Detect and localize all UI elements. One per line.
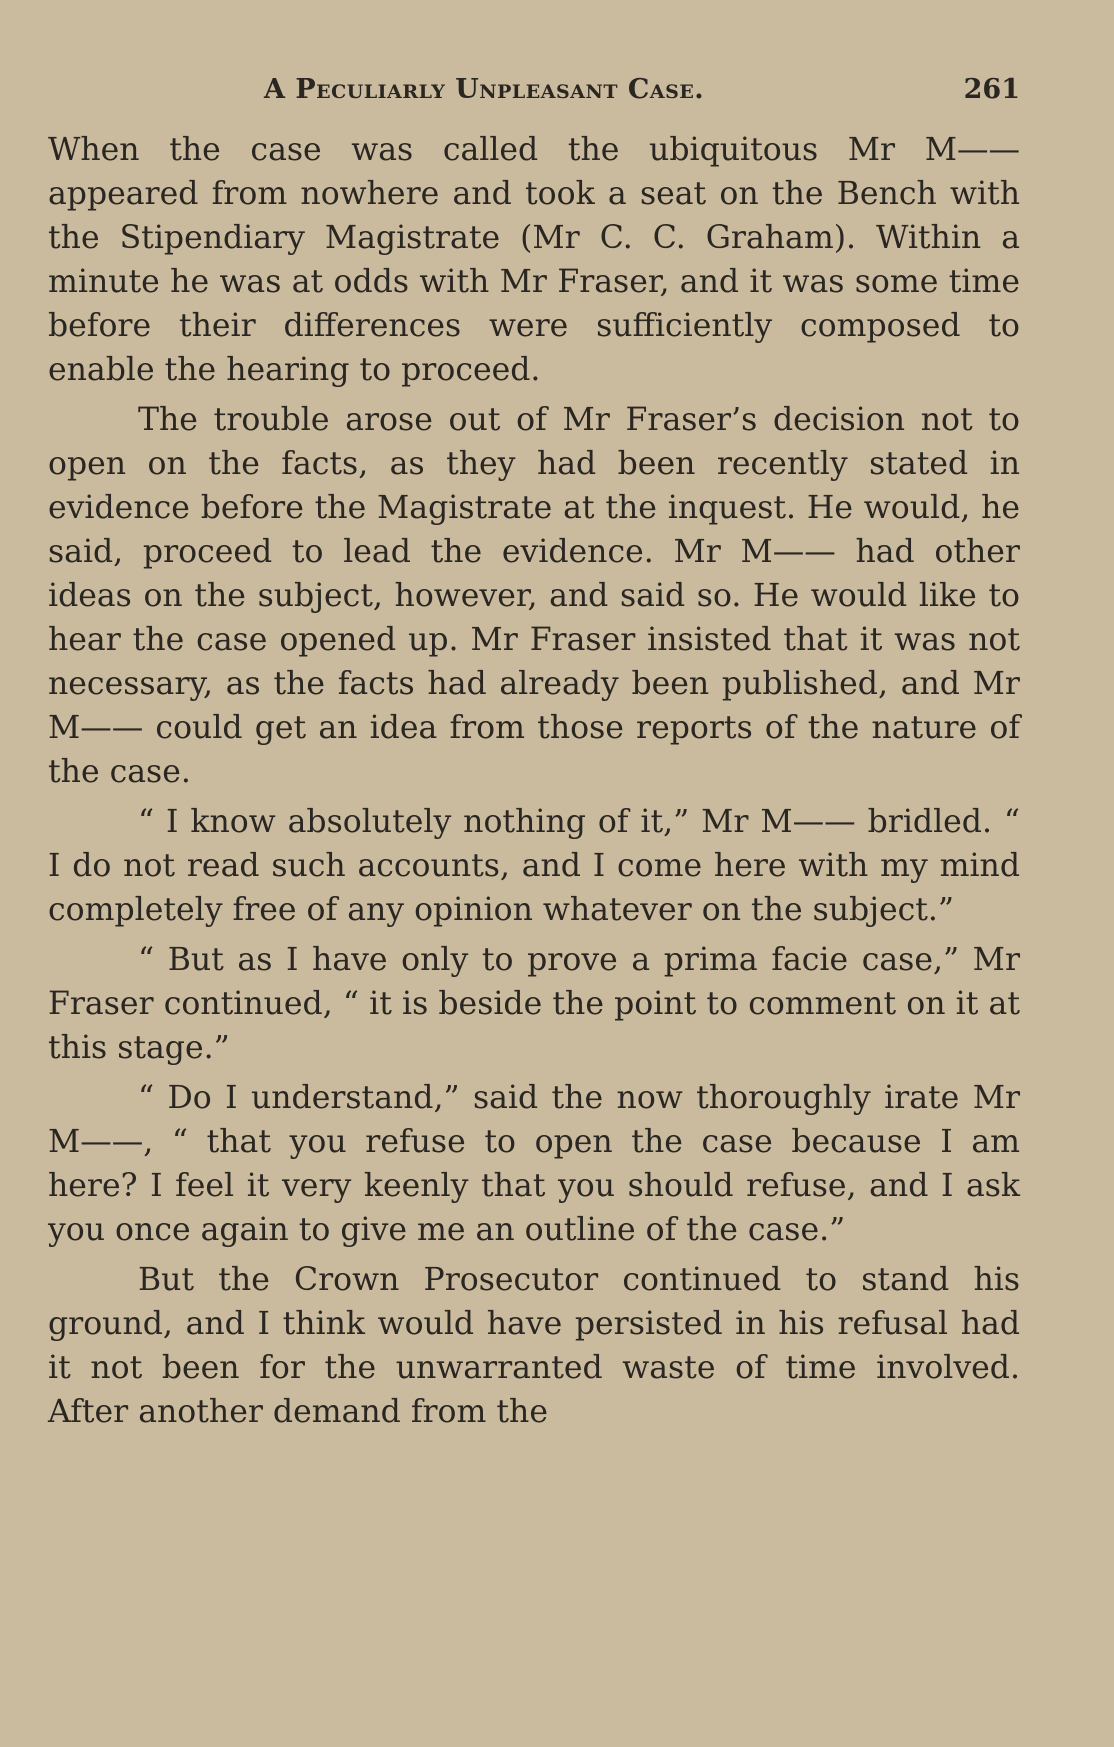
paragraph-6: But the Crown Prosecutor continued to stand his ground, and I think would have persisted in his refusal had it not been for the unwarranted waste of time involved. After another demand from the <box>48 1262 1020 1430</box>
paragraph-1: When the case was called the ubiquitous Mr M—— appeared from nowhere and took a seat on the Bench with the Stipendiary Magistrate (Mr C. C. Graham). Within a minute he was at odds with Mr Fraser, and it was some time before their differences were sufficiently composed to enable the hearing to proceed. <box>48 132 1020 388</box>
paragraph-3: “ I know absolutely nothing of it,” Mr M—— bridled. “ I do not read such accounts, and I come here with my mind completely free of any opinion whatever on the subject.” <box>48 804 1020 928</box>
paragraph-4: “ But as I have only to prove a prima facie case,” Mr Fraser continued, “ it is beside the point to comment on it at this stage.” <box>48 942 1020 1066</box>
paragraph-2: The trouble arose out of Mr Fraser’s decision not to open on the facts, as they had been recently stated in evidence before the Magistrate at the inquest. He would, he said, proceed to lead the evidence. Mr M—— had other ideas on the subject, however, and said so. He would like to hear the case opened up. Mr Fraser insisted that it was not necessary, as the facts had already been published, and Mr M—— could get an idea from those reports of the nature of the case. <box>48 402 1020 790</box>
page-header <box>48 66 1020 116</box>
page-body <box>48 128 1020 1434</box>
paragraph-5: “ Do I understand,” said the now thoroughly irate Mr M——, “ that you refuse to open the case because I am here? I feel it very keenly that you should refuse, and I ask you once again to give me an outline of the case.” <box>48 1080 1020 1248</box>
running-title: A Peculiarly Unpleasant Case. <box>264 74 705 105</box>
page-number: 261 <box>963 74 1020 105</box>
